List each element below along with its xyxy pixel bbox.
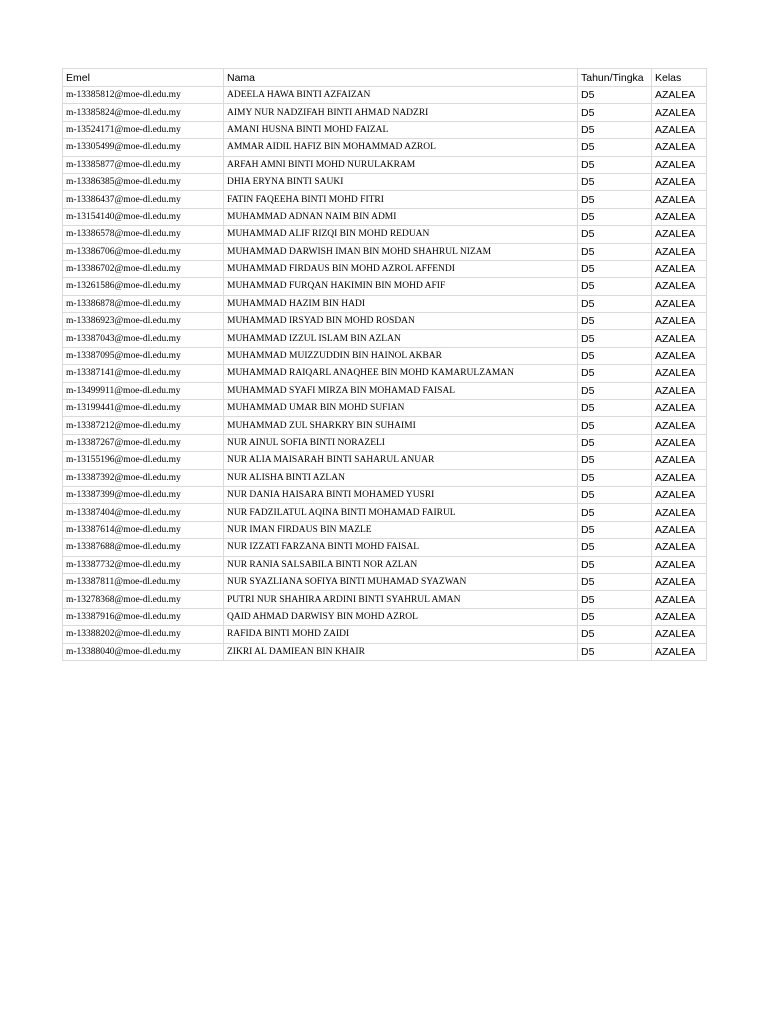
name-cell: NUR IZZATI FARZANA BINTI MOHD FAISAL <box>224 539 578 556</box>
student-list-sheet <box>62 68 706 661</box>
table-header-row <box>63 69 707 87</box>
year-cell: D5 <box>578 382 652 399</box>
email-cell: m-13278368@moe-dl.edu.my <box>63 591 224 608</box>
table-row <box>63 382 707 399</box>
table-row <box>63 330 707 347</box>
table-row <box>63 139 707 156</box>
year-cell: D5 <box>578 330 652 347</box>
year-cell: D5 <box>578 591 652 608</box>
name-cell: FATIN FAQEEHA BINTI MOHD FITRI <box>224 191 578 208</box>
table-row <box>63 260 707 277</box>
name-cell: MUHAMMAD ADNAN NAIM BIN ADMI <box>224 208 578 225</box>
name-cell: NUR RANIA SALSABILA BINTI NOR AZLAN <box>224 556 578 573</box>
email-cell: m-13388040@moe-dl.edu.my <box>63 643 224 660</box>
name-cell: MUHAMMAD UMAR BIN MOHD SUFIAN <box>224 400 578 417</box>
table-row <box>63 243 707 260</box>
class-cell: AZALEA <box>652 486 707 503</box>
name-cell: NUR SYAZLIANA SOFIYA BINTI MUHAMAD SYAZWAN <box>224 573 578 590</box>
class-cell: AZALEA <box>652 191 707 208</box>
name-cell: NUR ALIA MAISARAH BINTI SAHARUL ANUAR <box>224 452 578 469</box>
class-cell: AZALEA <box>652 608 707 625</box>
year-cell: D5 <box>578 139 652 156</box>
year-cell: D5 <box>578 643 652 660</box>
email-cell: m-13387399@moe-dl.edu.my <box>63 486 224 503</box>
name-cell: ZIKRI AL DAMIEAN BIN KHAIR <box>224 643 578 660</box>
email-cell: m-13387916@moe-dl.edu.my <box>63 608 224 625</box>
class-cell: AZALEA <box>652 278 707 295</box>
email-cell: m-13261586@moe-dl.edu.my <box>63 278 224 295</box>
year-cell: D5 <box>578 573 652 590</box>
year-cell: D5 <box>578 539 652 556</box>
year-cell: D5 <box>578 504 652 521</box>
name-cell: MUHAMMAD ALIF RIZQI BIN MOHD REDUAN <box>224 226 578 243</box>
class-cell: AZALEA <box>652 208 707 225</box>
name-cell: MUHAMMAD HAZIM BIN HADI <box>224 295 578 312</box>
year-cell: D5 <box>578 191 652 208</box>
class-cell: AZALEA <box>652 643 707 660</box>
email-cell: m-13387392@moe-dl.edu.my <box>63 469 224 486</box>
name-cell: NUR ALISHA BINTI AZLAN <box>224 469 578 486</box>
class-cell: AZALEA <box>652 139 707 156</box>
class-cell: AZALEA <box>652 417 707 434</box>
email-cell: m-13385877@moe-dl.edu.my <box>63 156 224 173</box>
name-cell: NUR AINUL SOFIA BINTI NORAZELI <box>224 434 578 451</box>
name-cell: NUR DANIA HAISARA BINTI MOHAMED YUSRI <box>224 486 578 503</box>
year-cell: D5 <box>578 295 652 312</box>
year-cell: D5 <box>578 208 652 225</box>
year-cell: D5 <box>578 417 652 434</box>
name-cell: NUR FADZILATUL AQINA BINTI MOHAMAD FAIRUL <box>224 504 578 521</box>
email-cell: m-13385824@moe-dl.edu.my <box>63 104 224 121</box>
name-cell: AIMY NUR NADZIFAH BINTI AHMAD NADZRI <box>224 104 578 121</box>
name-cell: MUHAMMAD MUIZZUDDIN BIN HAINOL AKBAR <box>224 347 578 364</box>
year-cell: D5 <box>578 347 652 364</box>
email-cell: m-13387141@moe-dl.edu.my <box>63 365 224 382</box>
table-row <box>63 469 707 486</box>
table-row <box>63 365 707 382</box>
class-cell: AZALEA <box>652 347 707 364</box>
name-cell: ADEELA HAWA BINTI AZFAIZAN <box>224 87 578 104</box>
email-cell: m-13155196@moe-dl.edu.my <box>63 452 224 469</box>
year-cell: D5 <box>578 626 652 643</box>
table-row <box>63 87 707 104</box>
name-cell: NUR IMAN FIRDAUS BIN MAZLE <box>224 521 578 538</box>
table-row <box>63 191 707 208</box>
email-cell: m-13387267@moe-dl.edu.my <box>63 434 224 451</box>
table-row <box>63 521 707 538</box>
email-cell: m-13386437@moe-dl.edu.my <box>63 191 224 208</box>
name-cell: QAID AHMAD DARWISY BIN MOHD AZROL <box>224 608 578 625</box>
table-row <box>63 104 707 121</box>
email-cell: m-13387811@moe-dl.edu.my <box>63 573 224 590</box>
year-cell: D5 <box>578 608 652 625</box>
table-row <box>63 539 707 556</box>
class-cell: AZALEA <box>652 173 707 190</box>
email-cell: m-13386385@moe-dl.edu.my <box>63 173 224 190</box>
email-cell: m-13154140@moe-dl.edu.my <box>63 208 224 225</box>
email-cell: m-13386702@moe-dl.edu.my <box>63 260 224 277</box>
year-cell: D5 <box>578 452 652 469</box>
email-cell: m-13524171@moe-dl.edu.my <box>63 121 224 138</box>
column-header-name: Nama <box>224 69 578 87</box>
table-body <box>63 87 707 661</box>
table-row <box>63 591 707 608</box>
year-cell: D5 <box>578 104 652 121</box>
student-table <box>62 68 707 661</box>
table-row <box>63 417 707 434</box>
table-row <box>63 278 707 295</box>
class-cell: AZALEA <box>652 243 707 260</box>
table-row <box>63 434 707 451</box>
class-cell: AZALEA <box>652 469 707 486</box>
class-cell: AZALEA <box>652 121 707 138</box>
year-cell: D5 <box>578 313 652 330</box>
table-row <box>63 295 707 312</box>
table-row <box>63 486 707 503</box>
name-cell: MUHAMMAD IRSYAD BIN MOHD ROSDAN <box>224 313 578 330</box>
table-row <box>63 573 707 590</box>
table-row <box>63 121 707 138</box>
class-cell: AZALEA <box>652 226 707 243</box>
class-cell: AZALEA <box>652 156 707 173</box>
class-cell: AZALEA <box>652 382 707 399</box>
email-cell: m-13387404@moe-dl.edu.my <box>63 504 224 521</box>
name-cell: ARFAH AMNI BINTI MOHD NURULAKRAM <box>224 156 578 173</box>
table-row <box>63 400 707 417</box>
name-cell: RAFIDA BINTI MOHD ZAIDI <box>224 626 578 643</box>
name-cell: PUTRI NUR SHAHIRA ARDINI BINTI SYAHRUL AMAN <box>224 591 578 608</box>
year-cell: D5 <box>578 365 652 382</box>
table-row <box>63 173 707 190</box>
class-cell: AZALEA <box>652 504 707 521</box>
year-cell: D5 <box>578 173 652 190</box>
email-cell: m-13387732@moe-dl.edu.my <box>63 556 224 573</box>
email-cell: m-13388202@moe-dl.edu.my <box>63 626 224 643</box>
year-cell: D5 <box>578 469 652 486</box>
table-row <box>63 208 707 225</box>
column-header-year: Tahun/Tingka <box>578 69 652 87</box>
year-cell: D5 <box>578 486 652 503</box>
year-cell: D5 <box>578 400 652 417</box>
year-cell: D5 <box>578 260 652 277</box>
year-cell: D5 <box>578 87 652 104</box>
year-cell: D5 <box>578 278 652 295</box>
table-row <box>63 347 707 364</box>
name-cell: MUHAMMAD RAIQARL ANAQHEE BIN MOHD KAMARULZAMAN <box>224 365 578 382</box>
name-cell: MUHAMMAD IZZUL ISLAM BIN AZLAN <box>224 330 578 347</box>
class-cell: AZALEA <box>652 260 707 277</box>
table-row <box>63 608 707 625</box>
class-cell: AZALEA <box>652 626 707 643</box>
year-cell: D5 <box>578 243 652 260</box>
column-header-class: Kelas <box>652 69 707 87</box>
email-cell: m-13386878@moe-dl.edu.my <box>63 295 224 312</box>
year-cell: D5 <box>578 121 652 138</box>
class-cell: AZALEA <box>652 400 707 417</box>
email-cell: m-13387212@moe-dl.edu.my <box>63 417 224 434</box>
year-cell: D5 <box>578 434 652 451</box>
column-header-email: Emel <box>63 69 224 87</box>
table-row <box>63 313 707 330</box>
table-row <box>63 226 707 243</box>
email-cell: m-13386706@moe-dl.edu.my <box>63 243 224 260</box>
class-cell: AZALEA <box>652 434 707 451</box>
email-cell: m-13387688@moe-dl.edu.my <box>63 539 224 556</box>
class-cell: AZALEA <box>652 556 707 573</box>
class-cell: AZALEA <box>652 539 707 556</box>
email-cell: m-13199441@moe-dl.edu.my <box>63 400 224 417</box>
table-row <box>63 504 707 521</box>
class-cell: AZALEA <box>652 591 707 608</box>
table-row <box>63 626 707 643</box>
class-cell: AZALEA <box>652 295 707 312</box>
class-cell: AZALEA <box>652 104 707 121</box>
name-cell: MUHAMMAD DARWISH IMAN BIN MOHD SHAHRUL NIZAM <box>224 243 578 260</box>
class-cell: AZALEA <box>652 313 707 330</box>
class-cell: AZALEA <box>652 365 707 382</box>
email-cell: m-13387614@moe-dl.edu.my <box>63 521 224 538</box>
class-cell: AZALEA <box>652 521 707 538</box>
year-cell: D5 <box>578 521 652 538</box>
email-cell: m-13386923@moe-dl.edu.my <box>63 313 224 330</box>
class-cell: AZALEA <box>652 330 707 347</box>
name-cell: MUHAMMAD SYAFI MIRZA BIN MOHAMAD FAISAL <box>224 382 578 399</box>
email-cell: m-13499911@moe-dl.edu.my <box>63 382 224 399</box>
year-cell: D5 <box>578 226 652 243</box>
name-cell: MUHAMMAD FURQAN HAKIMIN BIN MOHD AFIF <box>224 278 578 295</box>
name-cell: MUHAMMAD ZUL SHARKRY BIN SUHAIMI <box>224 417 578 434</box>
class-cell: AZALEA <box>652 573 707 590</box>
name-cell: AMANI HUSNA BINTI MOHD FAIZAL <box>224 121 578 138</box>
table-row <box>63 643 707 660</box>
year-cell: D5 <box>578 556 652 573</box>
table-row <box>63 156 707 173</box>
class-cell: AZALEA <box>652 452 707 469</box>
table-row <box>63 452 707 469</box>
name-cell: MUHAMMAD FIRDAUS BIN MOHD AZROL AFFENDI <box>224 260 578 277</box>
class-cell: AZALEA <box>652 87 707 104</box>
name-cell: DHIA ERYNA BINTI SAUKI <box>224 173 578 190</box>
email-cell: m-13305499@moe-dl.edu.my <box>63 139 224 156</box>
table-row <box>63 556 707 573</box>
email-cell: m-13386578@moe-dl.edu.my <box>63 226 224 243</box>
year-cell: D5 <box>578 156 652 173</box>
email-cell: m-13387043@moe-dl.edu.my <box>63 330 224 347</box>
email-cell: m-13385812@moe-dl.edu.my <box>63 87 224 104</box>
name-cell: AMMAR AIDIL HAFIZ BIN MOHAMMAD AZROL <box>224 139 578 156</box>
email-cell: m-13387095@moe-dl.edu.my <box>63 347 224 364</box>
